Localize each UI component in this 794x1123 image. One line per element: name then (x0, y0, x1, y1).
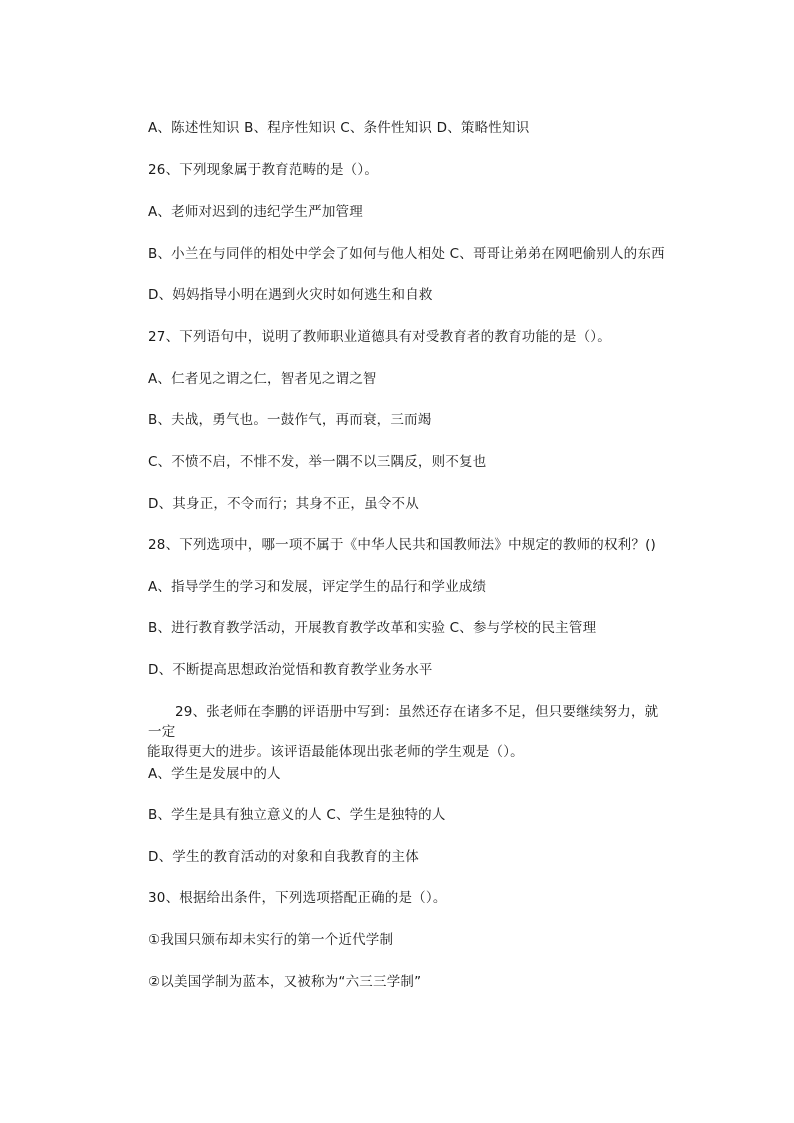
q26-option-a: A、老师对迟到的违纪学生严加管理 (148, 204, 363, 220)
q29-option-d: D、学生的教育活动的对象和自我教育的主体 (148, 849, 419, 865)
q27-option-b: B、夫战，勇气也。一鼓作气，再而衰，三而竭 (148, 412, 432, 428)
q29-option-a: A、学生是发展中的人 (148, 766, 281, 782)
q27-option-a: A、仁者见之谓之仁，智者见之谓之智 (148, 371, 377, 387)
q28-option-bc: B、进行教育教学活动，开展教育教学改革和实验 C、参与学校的民主管理 (148, 620, 597, 636)
q29-stem (148, 702, 668, 762)
q28-option-a: A、指导学生的学习和发展，评定学生的品行和学业成绩 (148, 579, 487, 595)
q25-options: A、陈述性知识 B、程序性知识 C、条件性知识 D、策略性知识 (148, 120, 530, 136)
q28-stem: 28、下列选项中，哪一项不属于《中华人民共和国教师法》中规定的教师的权利？() (148, 537, 657, 553)
q30-item-2: ②以美国学制为蓝本，又被称为“六三三学制” (148, 974, 422, 990)
q30-item-1: ①我国只颁布却未实行的第一个近代学制 (148, 932, 394, 948)
q29-stem-line2: 能取得更大的进步。该评语最能体现出张老师的学生观是（）。 (147, 744, 524, 760)
q27-option-c: C、不愤不启，不悱不发，举一隅不以三隅反，则不复也 (148, 454, 487, 470)
q27-stem: 27、下列语句中，说明了教师职业道德具有对受教育者的教育功能的是（）。 (148, 329, 611, 345)
q26-option-d: D、妈妈指导小明在遇到火灾时如何逃生和自救 (148, 287, 433, 303)
q26-option-bc: B、小兰在与同伴的相处中学会了如何与他人相处 C、哥哥让弟弟在网吧偷别人的东西 (148, 246, 665, 262)
q29-stem-line1: 29、张老师在李鹏的评语册中写到：虽然还存在诸多不足，但只要继续努力，就一定 (148, 704, 659, 740)
q29-option-bc: B、学生是具有独立意义的人 C、学生是独特的人 (148, 807, 446, 823)
q30-stem: 30、根据给出条件，下列选项搭配正确的是（）。 (148, 890, 447, 906)
q26-stem: 26、下列现象属于教育范畴的是（）。 (148, 162, 379, 178)
q28-option-d: D、不断提高思想政治觉悟和教育教学业务水平 (148, 662, 433, 678)
q27-option-d: D、其身正，不令而行；其身不正，虽令不从 (148, 496, 419, 512)
